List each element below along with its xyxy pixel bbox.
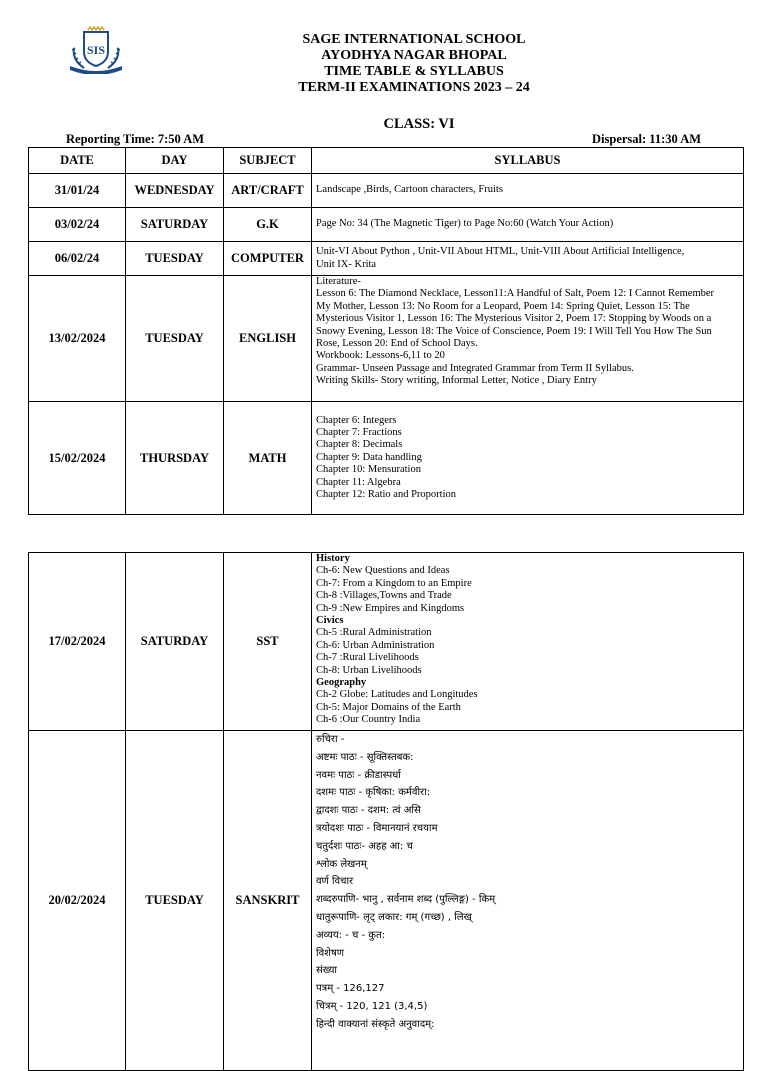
syllabus-line: Writing Skills- Story writing, Informal Letter, Notice , Diary Entry (316, 375, 597, 387)
timetable-table (28, 147, 744, 515)
row-subject: ENGLISH (224, 276, 312, 402)
row-syllabus (312, 731, 744, 1071)
syllabus-line: Ch-6 :Our Country India (316, 714, 421, 726)
header-day: DAY (126, 148, 224, 174)
syllabus-line: Chapter 7: Fractions (316, 426, 402, 438)
row-subject: MATH (224, 402, 312, 515)
exam-title: TERM-II EXAMINATIONS 2023 – 24 (298, 80, 530, 95)
row-day: WEDNESDAY (126, 174, 224, 208)
syllabus-line: Ch-8 :Villages,Towns and Trade (316, 590, 452, 602)
row-syllabus (312, 242, 744, 276)
syllabus-line: त्रयोदशः पाठः - विमानयानं रचयाम (316, 822, 438, 834)
row-date: 06/02/24 (29, 242, 126, 276)
row-syllabus (312, 276, 744, 402)
syllabus-line: द्वादशः पाठः - दशम: त्वं असि (316, 805, 421, 817)
row-subject: G.K (224, 208, 312, 242)
row-syllabus (312, 402, 744, 515)
syllabus-line: Ch-6: Urban Administration (316, 639, 435, 651)
row-subject: SST (224, 553, 312, 731)
row-subject: ART/CRAFT (224, 174, 312, 208)
syllabus-line: संख्या (316, 965, 337, 977)
row-day: TUESDAY (126, 276, 224, 402)
syllabus-line: Chapter 12: Ratio and Proportion (316, 489, 456, 501)
row-day: THURSDAY (126, 402, 224, 515)
syllabus-line: चित्रम् - 120, 121 (3,4,5) (316, 1000, 428, 1012)
syllabus-line: धातुरूपाणि- लृट् लकार: गम् (गच्छ) , लिख् (316, 911, 472, 923)
row-date: 31/01/24 (29, 174, 126, 208)
table-row (29, 208, 744, 242)
row-date: 20/02/2024 (29, 731, 126, 1071)
syllabus-line: Chapter 11: Algebra (316, 476, 401, 488)
section-heading-geography: Geography (316, 677, 367, 689)
syllabus-line: Chapter 9: Data handling (316, 451, 422, 463)
syllabus-line: Ch-6: New Questions and Ideas (316, 565, 450, 577)
school-name: SAGE INTERNATIONAL SCHOOL (302, 32, 526, 47)
row-day: SATURDAY (126, 553, 224, 731)
syllabus-line: चतुर्दशः पाठः- अहह आ: च (316, 840, 413, 852)
table-row (29, 174, 744, 208)
row-syllabus (312, 553, 744, 731)
syllabus-line: शब्दरुपाणि- भानु , सर्वनाम शब्द (पुल्लिङ्ग) - किम् (316, 894, 496, 906)
syllabus-line: Ch-8: Urban Livelihoods (316, 664, 422, 676)
syllabus-line: वर्ण विचार (316, 876, 354, 888)
row-date: 17/02/2024 (29, 553, 126, 731)
syllabus-line: Unit IX- Krita (316, 258, 377, 270)
syllabus-line: Chapter 6: Integers (316, 414, 397, 426)
header-date: DATE (29, 148, 126, 174)
syllabus-line: Rose, Lesson 20: End of School Days. (316, 338, 478, 350)
syllabus-line: अव्यय: - च - कुत: (316, 929, 386, 941)
syllabus-line: Ch-5 :Rural Administration (316, 627, 432, 639)
header-subject: SUBJECT (224, 148, 312, 174)
syllabus-line: Workbook: Lessons-6,11 to 20 (316, 350, 445, 362)
syllabus-line: Ch-9 :New Empires and Kingdoms (316, 602, 465, 614)
syllabus-line: दशमः पाठः - कृषिका: कर्मवीरा: (316, 787, 431, 799)
syllabus-line: पत्रम् - 126,127 (316, 983, 385, 995)
section-heading-history: History (316, 553, 350, 564)
row-day: SATURDAY (126, 208, 224, 242)
table-row (29, 242, 744, 276)
class-label: CLASS: VI (383, 116, 455, 132)
syllabus-line: Literature- (316, 276, 361, 287)
header-syllabus: SYLLABUS (312, 148, 744, 174)
syllabus-line: अष्टमः पाठः - सूक्तिस्तबक: (316, 751, 414, 763)
document-title: TIME TABLE & SYLLABUS (324, 64, 504, 79)
syllabus-line: Chapter 10: Mensuration (316, 464, 421, 476)
syllabus-line: Landscape ,Birds, Cartoon characters, Fruits (316, 184, 503, 196)
syllabus-line: Grammar- Unseen Passage and Integrated Grammar from Term II Syllabus. (316, 362, 634, 374)
table-header-row (29, 148, 744, 174)
syllabus-line: Lesson 6: The Diamond Necklace, Lesson11:A Handful of Salt, Poem 12: I Cannot Remember (316, 288, 715, 300)
syllabus-line: Unit-VI About Python , Unit-VII About HTML, Unit-VIII About Artificial Intelligence, (316, 246, 685, 258)
row-syllabus (312, 174, 744, 208)
school-address: AYODHYA NAGAR BHOPAL (321, 48, 507, 63)
table-row (29, 402, 744, 515)
syllabus-line: Page No: 34 (The Magnetic Tiger) to Page No:60 (Watch Your Action) (316, 218, 614, 230)
school-header (0, 32, 768, 96)
section-heading-civics: Civics (316, 615, 344, 627)
logo-text: SIS (86, 43, 106, 57)
syllabus-line: Ch-2 Globe: Latitudes and Longitudes (316, 689, 478, 701)
row-date: 15/02/2024 (29, 402, 126, 515)
table-row (29, 276, 744, 402)
row-syllabus (312, 208, 744, 242)
row-day: TUESDAY (126, 731, 224, 1071)
syllabus-line: हिन्दी वाक्यानां संस्कृते अनुवादम्: (316, 1018, 435, 1030)
row-subject: SANSKRIT (224, 731, 312, 1071)
syllabus-line: My Mother, Lesson 13: No Room for a Leopard, Poem 14: Spring Quiet, Lesson 15: The (316, 300, 690, 312)
row-date: 13/02/2024 (29, 276, 126, 402)
reporting-time: Reporting Time: 7:50 AM (66, 132, 205, 146)
syllabus-line: Ch-7: From a Kingdom to an Empire (316, 577, 472, 589)
row-date: 03/02/24 (29, 208, 126, 242)
row-day: TUESDAY (126, 242, 224, 276)
syllabus-line: Ch-5: Major Domains of the Earth (316, 701, 461, 713)
table-row (29, 553, 744, 731)
syllabus-line: श्लोक लेखनम् (316, 858, 367, 870)
syllabus-line: रुचिरा - (316, 734, 345, 745)
timetable-table-continued (28, 552, 744, 1071)
row-subject: COMPUTER (224, 242, 312, 276)
syllabus-line: नवमः पाठः - क्रीडास्पर्धा (316, 769, 401, 781)
table-row (29, 731, 744, 1071)
syllabus-line: Ch-7 :Rural Livelihoods (316, 652, 419, 664)
syllabus-line: Snowy Evening, Lesson 18: The Voice of Conscience, Poem 19: I Will Tell You How The Sun (316, 325, 712, 337)
syllabus-line: Mysterious Visitor 1, Lesson 16: The Mysterious Visitor 2, Poem 17: Stopping by Woods on a (316, 313, 712, 325)
dispersal-time: Dispersal: 11:30 AM (592, 132, 702, 146)
syllabus-line: विशेषण (316, 947, 344, 959)
syllabus-line: Chapter 8: Decimals (316, 439, 403, 451)
